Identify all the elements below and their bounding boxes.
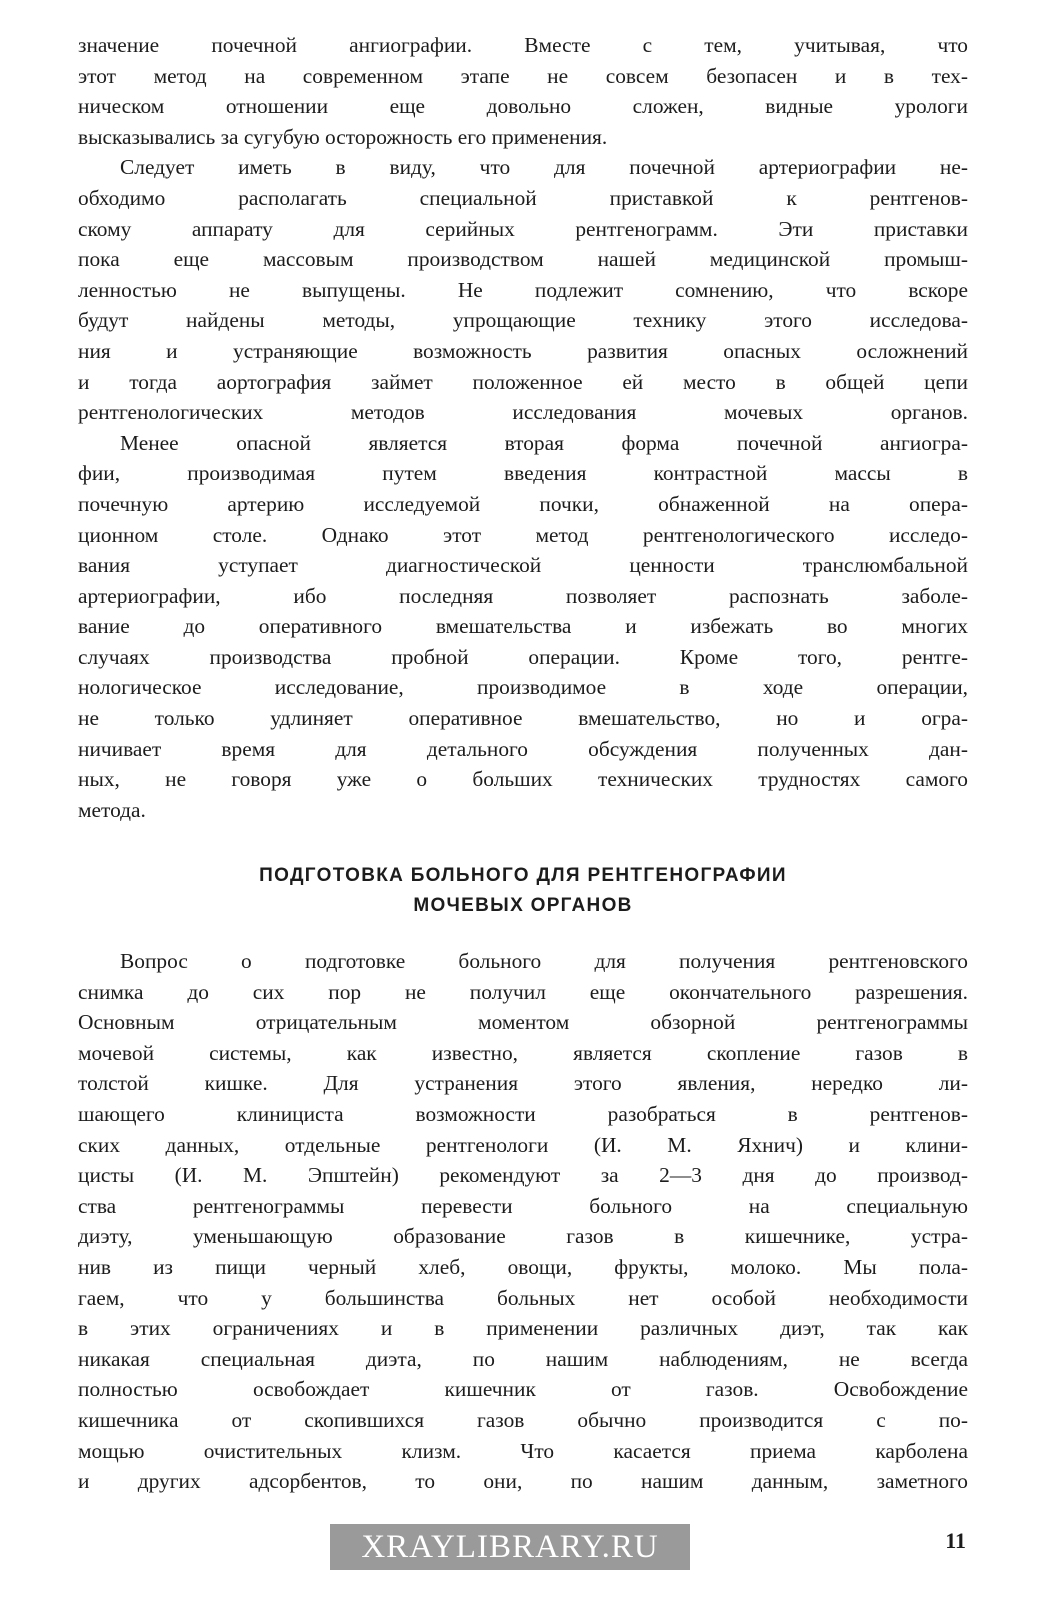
text-line: Вопрос о подготовке больного для получения рентгеновского bbox=[120, 949, 968, 973]
text-line: вание до оперативного вмешательства и избежать во многих bbox=[78, 614, 968, 639]
text-line: диэту, уменьшающую образование газов в кишечнике, устра- bbox=[78, 1224, 968, 1249]
text-block-bottom bbox=[78, 946, 968, 1497]
text-line: шающего клинициста возможности разобраться в рентгенов- bbox=[78, 1101, 968, 1126]
text-line: ния и устраняющие возможность развития опасных осложнений bbox=[78, 338, 968, 363]
text-line: будут найдены методы, упрощающие технику этого исследова- bbox=[78, 308, 968, 333]
text-line: вания уступает диагностической ценности транслюмбальной bbox=[78, 553, 968, 578]
text-line: нологическое исследование, производимое в ходе операции, bbox=[78, 675, 968, 700]
text-line: скому аппарату для серийных рентгенограмм. Эти приставки bbox=[78, 216, 968, 241]
text-line: артериографии, ибо последняя позволяет распознать заболе- bbox=[78, 583, 968, 608]
text-line: мочевой системы, как известно, является скопление газов в bbox=[78, 1040, 968, 1065]
text-line: ционном столе. Однако этот метод рентгенологического исследо- bbox=[78, 522, 968, 547]
text-line: ства рентгенограммы перевести больного на специальную bbox=[78, 1193, 968, 1218]
text-line: толстой кишке. Для устранения этого явления, нередко ли- bbox=[78, 1071, 968, 1096]
text-line: мощью очистительных клизм. Что касается приема карболена bbox=[78, 1438, 968, 1463]
text-line: гаем, что у большинства больных нет особой необходимости bbox=[78, 1285, 968, 1310]
section-heading-line-1: ПОДГОТОВКА БОЛЬНОГО ДЛЯ РЕНТГЕНОГРАФИИ bbox=[259, 865, 787, 886]
text-line: фии, производимая путем введения контрастной массы в bbox=[78, 461, 968, 486]
text-line: снимка до сих пор не получил еще окончательного разрешения. bbox=[78, 979, 968, 1004]
text-line: обходимо располагать специальной приставкой к рентгенов- bbox=[78, 185, 968, 210]
text-line: ничивает время для детального обсуждения полученных дан- bbox=[78, 736, 968, 761]
text-line: метода. bbox=[78, 797, 146, 822]
text-line: случаях производства пробной операции. Кроме того, рентге- bbox=[78, 644, 968, 669]
text-block-top bbox=[78, 30, 968, 825]
site-watermark: XRAYLIBRARY.RU bbox=[330, 1524, 690, 1570]
text-line: ских данных, отдельные рентгенологи (И. М. Яхнич) и клини- bbox=[78, 1132, 968, 1157]
text-line: цисты (И. М. Эпштейн) рекомендуют за 2—3 дня до производ- bbox=[78, 1163, 968, 1188]
text-line: Следует иметь в виду, что для почечной артериографии не- bbox=[120, 155, 968, 180]
text-line: кишечника от скопившихся газов обычно производится с по- bbox=[78, 1407, 968, 1432]
text-line: Основным отрицательным моментом обзорной рентгенограммы bbox=[78, 1010, 968, 1035]
text-line: пока еще массовым производством нашей медицинской промыш- bbox=[78, 247, 968, 272]
text-line: ных, не говоря уже о больших технических трудностях самого bbox=[78, 767, 968, 792]
text-line: нив из пищи черный хлеб, овощи, фрукты, молоко. Мы пола- bbox=[78, 1254, 968, 1279]
text-line: рентгенологических методов исследования мочевых органов. bbox=[78, 400, 968, 425]
text-line: и других адсорбентов, то они, по нашим данным, заметного bbox=[78, 1469, 968, 1494]
text-line: полностью освобождает кишечник от газов. Освобождение bbox=[78, 1377, 968, 1402]
text-line: никакая специальная диэта, по нашим наблюдениям, не всегда bbox=[78, 1346, 968, 1371]
page-number: 11 bbox=[945, 1528, 966, 1553]
text-line: не только удлиняет оперативное вмешательство, но и огра- bbox=[78, 706, 968, 731]
text-line: почечную артерию исследуемой почки, обнаженной на опера- bbox=[78, 491, 968, 516]
text-line: и тогда аортография займет положенное ей место в общей цепи bbox=[78, 369, 968, 394]
text-line: этот метод на современном этапе не совсем безопасен и в тех- bbox=[78, 63, 968, 88]
text-line: Менее опасной является вторая форма почечной ангиогра- bbox=[120, 430, 968, 455]
text-line: высказывались за сугубую осторожность его применения. bbox=[78, 124, 608, 149]
section-heading-line-2: МОЧЕВЫХ ОРГАНОВ bbox=[413, 895, 633, 916]
text-line: ленностью не выпущены. Не подлежит сомнению, что вскоре bbox=[78, 277, 968, 302]
text-line: ническом отношении еще довольно сложен, видные урологи bbox=[78, 94, 968, 119]
text-line: в этих ограничениях и в применении различных диэт, так как bbox=[78, 1316, 968, 1341]
text-line: значение почечной ангиографии. Вместе с тем, учитывая, что bbox=[78, 33, 968, 57]
